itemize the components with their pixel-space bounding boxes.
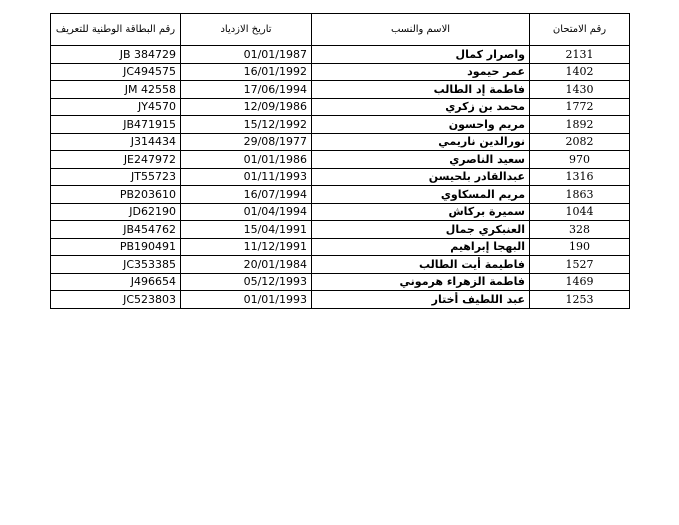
cell-birth-date: 20/01/1984 — [181, 256, 312, 274]
cell-exam-number: 1863 — [530, 186, 630, 204]
cell-birth-date: 01/01/1987 — [181, 46, 312, 64]
cell-id-card: JB454762 — [51, 221, 181, 239]
cell-exam-number: 1772 — [530, 98, 630, 116]
cell-exam-number: 190 — [530, 238, 630, 256]
cell-exam-number: 1044 — [530, 203, 630, 221]
cell-birth-date: 15/04/1991 — [181, 221, 312, 239]
cell-birth-date: 01/01/1993 — [181, 291, 312, 309]
cell-exam-number: 1892 — [530, 116, 630, 134]
cell-birth-date: 01/01/1986 — [181, 151, 312, 169]
cell-id-card: JM 42558 — [51, 81, 181, 99]
cell-exam-number: 328 — [530, 221, 630, 239]
table-body — [51, 46, 630, 309]
header-id-card: رقم البطاقة الوطنية للتعريف — [51, 14, 181, 46]
cell-id-card: PB203610 — [51, 186, 181, 204]
cell-full-name: مريم واحسون — [312, 116, 530, 134]
candidates-table — [50, 13, 630, 309]
cell-id-card: JC353385 — [51, 256, 181, 274]
header-full-name: الاسم والنسب — [312, 14, 530, 46]
cell-birth-date: 16/07/1994 — [181, 186, 312, 204]
header-birth-date: تاريخ الازدياد — [181, 14, 312, 46]
cell-id-card: JY4570 — [51, 98, 181, 116]
cell-id-card: JT55723 — [51, 168, 181, 186]
cell-birth-date: 15/12/1992 — [181, 116, 312, 134]
cell-full-name: عبد اللطيف أختار — [312, 291, 530, 309]
table-row — [51, 133, 630, 151]
cell-id-card: JB 384729 — [51, 46, 181, 64]
cell-full-name: محمد بن زكري — [312, 98, 530, 116]
cell-birth-date: 17/06/1994 — [181, 81, 312, 99]
table-row — [51, 116, 630, 134]
table-header — [51, 14, 630, 46]
cell-exam-number: 2131 — [530, 46, 630, 64]
table-row — [51, 46, 630, 64]
cell-full-name: سعيد الناصري — [312, 151, 530, 169]
cell-birth-date: 29/08/1977 — [181, 133, 312, 151]
cell-full-name: سميرة بركاش — [312, 203, 530, 221]
cell-full-name: مريم المسكاوي — [312, 186, 530, 204]
table-row — [51, 63, 630, 81]
table-row — [51, 203, 630, 221]
cell-birth-date: 01/11/1993 — [181, 168, 312, 186]
cell-id-card: JE247972 — [51, 151, 181, 169]
cell-full-name: عمر حيمود — [312, 63, 530, 81]
table-row — [51, 238, 630, 256]
cell-exam-number: 1402 — [530, 63, 630, 81]
cell-birth-date: 01/04/1994 — [181, 203, 312, 221]
cell-full-name: العنبكري جمال — [312, 221, 530, 239]
table-row — [51, 291, 630, 309]
table-row — [51, 151, 630, 169]
table-row — [51, 221, 630, 239]
cell-id-card: JC523803 — [51, 291, 181, 309]
cell-full-name: فاطمة إد الطالب — [312, 81, 530, 99]
cell-exam-number: 1316 — [530, 168, 630, 186]
cell-id-card: JC494575 — [51, 63, 181, 81]
cell-birth-date: 16/01/1992 — [181, 63, 312, 81]
cell-id-card: JB471915 — [51, 116, 181, 134]
cell-exam-number: 970 — [530, 151, 630, 169]
cell-full-name: فاطمة الزهراء هرموني — [312, 273, 530, 291]
cell-birth-date: 12/09/1986 — [181, 98, 312, 116]
cell-full-name: فاطيمة أيت الطالب — [312, 256, 530, 274]
cell-full-name: البهجا إبراهيم — [312, 238, 530, 256]
cell-exam-number: 1430 — [530, 81, 630, 99]
cell-id-card: J496654 — [51, 273, 181, 291]
table-row — [51, 186, 630, 204]
header-row — [51, 14, 630, 46]
cell-full-name: عبدالقادر بلحيسن — [312, 168, 530, 186]
cell-id-card: JD62190 — [51, 203, 181, 221]
table-row — [51, 168, 630, 186]
cell-full-name: نورالدين ناريمي — [312, 133, 530, 151]
cell-id-card: J314434 — [51, 133, 181, 151]
cell-birth-date: 05/12/1993 — [181, 273, 312, 291]
table-row — [51, 81, 630, 99]
table-row — [51, 273, 630, 291]
cell-full-name: واصرار كمال — [312, 46, 530, 64]
cell-exam-number: 1469 — [530, 273, 630, 291]
cell-exam-number: 1527 — [530, 256, 630, 274]
header-exam-number: رقم الامتحان — [530, 14, 630, 46]
table-row — [51, 256, 630, 274]
cell-exam-number: 2082 — [530, 133, 630, 151]
table-row — [51, 98, 630, 116]
cell-exam-number: 1253 — [530, 291, 630, 309]
cell-birth-date: 11/12/1991 — [181, 238, 312, 256]
cell-id-card: PB190491 — [51, 238, 181, 256]
